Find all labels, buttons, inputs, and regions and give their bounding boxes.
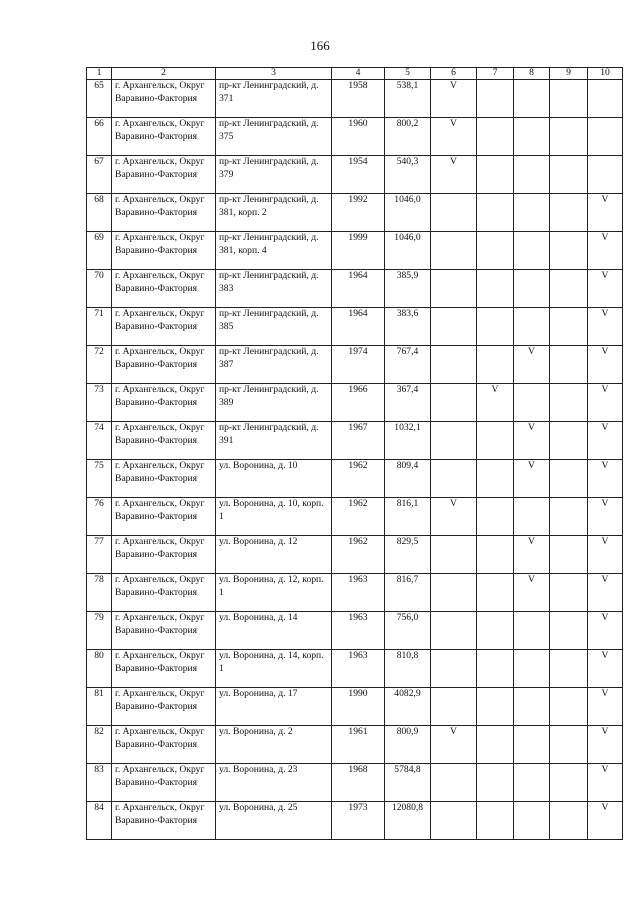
table-row: [87, 612, 623, 650]
city-district-cell: г. Архангельск, Округ Варавино-Фактория: [112, 80, 216, 118]
row-number-cell: 84: [87, 802, 112, 840]
mark-cell-10: V: [588, 650, 623, 688]
column-header: 2: [112, 68, 216, 80]
column-header: 1: [87, 68, 112, 80]
city-district-cell: г. Архангельск, Округ Варавино-Фактория: [112, 118, 216, 156]
mark-cell-10: V: [588, 726, 623, 764]
mark-cell-9: [550, 726, 588, 764]
row-number-cell: 73: [87, 384, 112, 422]
mark-cell-7: [477, 346, 514, 384]
year-cell: 1990: [332, 688, 385, 726]
mark-cell-8: [514, 118, 550, 156]
area-cell: 809,4: [385, 460, 431, 498]
year-cell: 1973: [332, 802, 385, 840]
mark-cell-10: [588, 80, 623, 118]
address-cell: ул. Воронина, д. 14, корп. 1: [216, 650, 332, 688]
table-row: [87, 764, 623, 802]
mark-cell-7: [477, 650, 514, 688]
row-number-cell: 80: [87, 650, 112, 688]
mark-cell-6: [431, 422, 477, 460]
area-cell: 385,9: [385, 270, 431, 308]
column-header: 4: [332, 68, 385, 80]
year-cell: 1963: [332, 574, 385, 612]
address-cell: ул. Воронина, д. 14: [216, 612, 332, 650]
city-district-cell: г. Архангельск, Округ Варавино-Фактория: [112, 802, 216, 840]
row-number-cell: 75: [87, 460, 112, 498]
mark-cell-10: V: [588, 308, 623, 346]
mark-cell-8: [514, 384, 550, 422]
mark-cell-6: [431, 194, 477, 232]
area-cell: 756,0: [385, 612, 431, 650]
address-cell: ул. Воронина, д. 12, корп. 1: [216, 574, 332, 612]
year-cell: 1967: [332, 422, 385, 460]
mark-cell-8: [514, 308, 550, 346]
column-header: 10: [588, 68, 623, 80]
year-cell: 1992: [332, 194, 385, 232]
mark-cell-7: [477, 802, 514, 840]
mark-cell-10: V: [588, 460, 623, 498]
mark-cell-7: [477, 688, 514, 726]
mark-cell-10: V: [588, 232, 623, 270]
mark-cell-10: V: [588, 574, 623, 612]
mark-cell-9: [550, 460, 588, 498]
address-cell: пр-кт Ленинградский, д. 391: [216, 422, 332, 460]
mark-cell-9: [550, 270, 588, 308]
header-row: [87, 68, 623, 80]
mark-cell-9: [550, 536, 588, 574]
city-district-cell: г. Архангельск, Округ Варавино-Фактория: [112, 498, 216, 536]
mark-cell-10: V: [588, 498, 623, 536]
year-cell: 1999: [332, 232, 385, 270]
table-row: [87, 688, 623, 726]
mark-cell-6: [431, 460, 477, 498]
address-cell: ул. Воронина, д. 23: [216, 764, 332, 802]
mark-cell-6: [431, 688, 477, 726]
page-number: 166: [310, 38, 330, 53]
table-row: [87, 232, 623, 270]
city-district-cell: г. Архангельск, Округ Варавино-Фактория: [112, 650, 216, 688]
mark-cell-7: [477, 764, 514, 802]
mark-cell-7: [477, 612, 514, 650]
mark-cell-8: V: [514, 536, 550, 574]
row-number-cell: 72: [87, 346, 112, 384]
mark-cell-6: [431, 232, 477, 270]
mark-cell-6: V: [431, 156, 477, 194]
mark-cell-6: [431, 270, 477, 308]
year-cell: 1964: [332, 270, 385, 308]
address-cell: пр-кт Ленинградский, д. 371: [216, 80, 332, 118]
address-cell: ул. Воронина, д. 25: [216, 802, 332, 840]
column-header: 6: [431, 68, 477, 80]
mark-cell-9: [550, 346, 588, 384]
mark-cell-10: V: [588, 422, 623, 460]
area-cell: 383,6: [385, 308, 431, 346]
row-number-cell: 79: [87, 612, 112, 650]
address-cell: пр-кт Ленинградский, д. 387: [216, 346, 332, 384]
area-cell: 1046,0: [385, 232, 431, 270]
mark-cell-9: [550, 308, 588, 346]
mark-cell-8: [514, 498, 550, 536]
mark-cell-10: V: [588, 688, 623, 726]
mark-cell-8: V: [514, 422, 550, 460]
registry-table: [86, 67, 623, 840]
city-district-cell: г. Архангельск, Округ Варавино-Фактория: [112, 156, 216, 194]
mark-cell-8: [514, 802, 550, 840]
mark-cell-8: [514, 232, 550, 270]
area-cell: 816,7: [385, 574, 431, 612]
year-cell: 1963: [332, 612, 385, 650]
mark-cell-6: [431, 536, 477, 574]
mark-cell-8: V: [514, 346, 550, 384]
address-cell: пр-кт Ленинградский, д. 375: [216, 118, 332, 156]
mark-cell-10: V: [588, 612, 623, 650]
city-district-cell: г. Архангельск, Округ Варавино-Фактория: [112, 764, 216, 802]
column-header: 3: [216, 68, 332, 80]
mark-cell-9: [550, 498, 588, 536]
mark-cell-10: V: [588, 270, 623, 308]
area-cell: 540,3: [385, 156, 431, 194]
mark-cell-10: V: [588, 194, 623, 232]
mark-cell-10: [588, 156, 623, 194]
mark-cell-6: V: [431, 118, 477, 156]
year-cell: 1954: [332, 156, 385, 194]
area-cell: 816,1: [385, 498, 431, 536]
area-cell: 4082,9: [385, 688, 431, 726]
mark-cell-10: V: [588, 802, 623, 840]
year-cell: 1968: [332, 764, 385, 802]
row-number-cell: 70: [87, 270, 112, 308]
area-cell: 800,9: [385, 726, 431, 764]
mark-cell-7: [477, 80, 514, 118]
address-cell: пр-кт Ленинградский, д. 379: [216, 156, 332, 194]
mark-cell-6: [431, 384, 477, 422]
mark-cell-9: [550, 194, 588, 232]
year-cell: 1966: [332, 384, 385, 422]
row-number-cell: 78: [87, 574, 112, 612]
mark-cell-7: V: [477, 384, 514, 422]
row-number-cell: 76: [87, 498, 112, 536]
address-cell: ул. Воронина, д. 17: [216, 688, 332, 726]
row-number-cell: 68: [87, 194, 112, 232]
address-cell: ул. Воронина, д. 10: [216, 460, 332, 498]
table-row: [87, 156, 623, 194]
mark-cell-6: [431, 346, 477, 384]
mark-cell-10: [588, 118, 623, 156]
table-row: [87, 384, 623, 422]
mark-cell-9: [550, 118, 588, 156]
mark-cell-10: V: [588, 384, 623, 422]
area-cell: 1032,1: [385, 422, 431, 460]
mark-cell-9: [550, 156, 588, 194]
mark-cell-9: [550, 688, 588, 726]
year-cell: 1960: [332, 118, 385, 156]
year-cell: 1962: [332, 498, 385, 536]
area-cell: 1046,0: [385, 194, 431, 232]
column-header: 9: [550, 68, 588, 80]
city-district-cell: г. Архангельск, Округ Варавино-Фактория: [112, 308, 216, 346]
year-cell: 1964: [332, 308, 385, 346]
mark-cell-7: [477, 536, 514, 574]
mark-cell-9: [550, 80, 588, 118]
year-cell: 1962: [332, 536, 385, 574]
area-cell: 810,8: [385, 650, 431, 688]
mark-cell-7: [477, 270, 514, 308]
row-number-cell: 82: [87, 726, 112, 764]
table-row: [87, 498, 623, 536]
mark-cell-7: [477, 156, 514, 194]
mark-cell-9: [550, 574, 588, 612]
year-cell: 1962: [332, 460, 385, 498]
city-district-cell: г. Архангельск, Округ Варавино-Фактория: [112, 460, 216, 498]
city-district-cell: г. Архангельск, Округ Варавино-Фактория: [112, 232, 216, 270]
year-cell: 1961: [332, 726, 385, 764]
mark-cell-8: [514, 80, 550, 118]
year-cell: 1958: [332, 80, 385, 118]
mark-cell-6: [431, 612, 477, 650]
mark-cell-7: [477, 498, 514, 536]
table-row: [87, 802, 623, 840]
mark-cell-8: [514, 688, 550, 726]
table-row: [87, 270, 623, 308]
area-cell: 367,4: [385, 384, 431, 422]
mark-cell-8: [514, 156, 550, 194]
mark-cell-6: V: [431, 498, 477, 536]
row-number-cell: 81: [87, 688, 112, 726]
mark-cell-8: [514, 612, 550, 650]
city-district-cell: г. Архангельск, Округ Варавино-Фактория: [112, 384, 216, 422]
table-row: [87, 308, 623, 346]
area-cell: 767,4: [385, 346, 431, 384]
city-district-cell: г. Архангельск, Округ Варавино-Фактория: [112, 536, 216, 574]
mark-cell-10: V: [588, 346, 623, 384]
mark-cell-7: [477, 118, 514, 156]
column-header: 5: [385, 68, 431, 80]
city-district-cell: г. Архангельск, Округ Варавино-Фактория: [112, 346, 216, 384]
mark-cell-6: [431, 308, 477, 346]
row-number-cell: 77: [87, 536, 112, 574]
year-cell: 1963: [332, 650, 385, 688]
city-district-cell: г. Архангельск, Округ Варавино-Фактория: [112, 574, 216, 612]
table-row: [87, 726, 623, 764]
row-number-cell: 74: [87, 422, 112, 460]
table-row: [87, 574, 623, 612]
mark-cell-7: [477, 194, 514, 232]
address-cell: пр-кт Ленинградский, д. 381, корп. 4: [216, 232, 332, 270]
mark-cell-8: V: [514, 574, 550, 612]
mark-cell-7: [477, 574, 514, 612]
mark-cell-6: V: [431, 726, 477, 764]
mark-cell-8: [514, 726, 550, 764]
mark-cell-6: V: [431, 80, 477, 118]
mark-cell-6: [431, 802, 477, 840]
mark-cell-9: [550, 764, 588, 802]
mark-cell-7: [477, 422, 514, 460]
mark-cell-6: [431, 764, 477, 802]
year-cell: 1974: [332, 346, 385, 384]
city-district-cell: г. Архангельск, Округ Варавино-Фактория: [112, 726, 216, 764]
area-cell: 538,1: [385, 80, 431, 118]
address-cell: пр-кт Ленинградский, д. 389: [216, 384, 332, 422]
mark-cell-9: [550, 612, 588, 650]
mark-cell-6: [431, 574, 477, 612]
table-row: [87, 80, 623, 118]
column-header: 7: [477, 68, 514, 80]
table-row: [87, 650, 623, 688]
city-district-cell: г. Архангельск, Округ Варавино-Фактория: [112, 194, 216, 232]
table-row: [87, 536, 623, 574]
mark-cell-9: [550, 384, 588, 422]
mark-cell-8: [514, 764, 550, 802]
row-number-cell: 83: [87, 764, 112, 802]
city-district-cell: г. Архангельск, Округ Варавино-Фактория: [112, 688, 216, 726]
table-row: [87, 422, 623, 460]
table-row: [87, 460, 623, 498]
row-number-cell: 71: [87, 308, 112, 346]
address-cell: ул. Воронина, д. 10, корп. 1: [216, 498, 332, 536]
mark-cell-7: [477, 232, 514, 270]
city-district-cell: г. Архангельск, Округ Варавино-Фактория: [112, 612, 216, 650]
address-cell: пр-кт Ленинградский, д. 381, корп. 2: [216, 194, 332, 232]
mark-cell-9: [550, 232, 588, 270]
mark-cell-9: [550, 650, 588, 688]
table-row: [87, 118, 623, 156]
area-cell: 5784,8: [385, 764, 431, 802]
row-number-cell: 66: [87, 118, 112, 156]
mark-cell-7: [477, 726, 514, 764]
mark-cell-6: [431, 650, 477, 688]
mark-cell-9: [550, 802, 588, 840]
area-cell: 829,5: [385, 536, 431, 574]
row-number-cell: 69: [87, 232, 112, 270]
mark-cell-10: V: [588, 536, 623, 574]
table-row: [87, 194, 623, 232]
mark-cell-8: [514, 650, 550, 688]
mark-cell-7: [477, 308, 514, 346]
address-cell: ул. Воронина, д. 12: [216, 536, 332, 574]
address-cell: пр-кт Ленинградский, д. 383: [216, 270, 332, 308]
mark-cell-8: [514, 194, 550, 232]
city-district-cell: г. Архангельск, Округ Варавино-Фактория: [112, 270, 216, 308]
mark-cell-7: [477, 460, 514, 498]
address-cell: ул. Воронина, д. 2: [216, 726, 332, 764]
mark-cell-8: [514, 270, 550, 308]
city-district-cell: г. Архангельск, Округ Варавино-Фактория: [112, 422, 216, 460]
area-cell: 12080,8: [385, 802, 431, 840]
mark-cell-8: V: [514, 460, 550, 498]
row-number-cell: 65: [87, 80, 112, 118]
table-row: [87, 346, 623, 384]
row-number-cell: 67: [87, 156, 112, 194]
mark-cell-10: V: [588, 764, 623, 802]
table-body: [87, 80, 623, 840]
area-cell: 800,2: [385, 118, 431, 156]
mark-cell-9: [550, 422, 588, 460]
column-header: 8: [514, 68, 550, 80]
address-cell: пр-кт Ленинградский, д. 385: [216, 308, 332, 346]
